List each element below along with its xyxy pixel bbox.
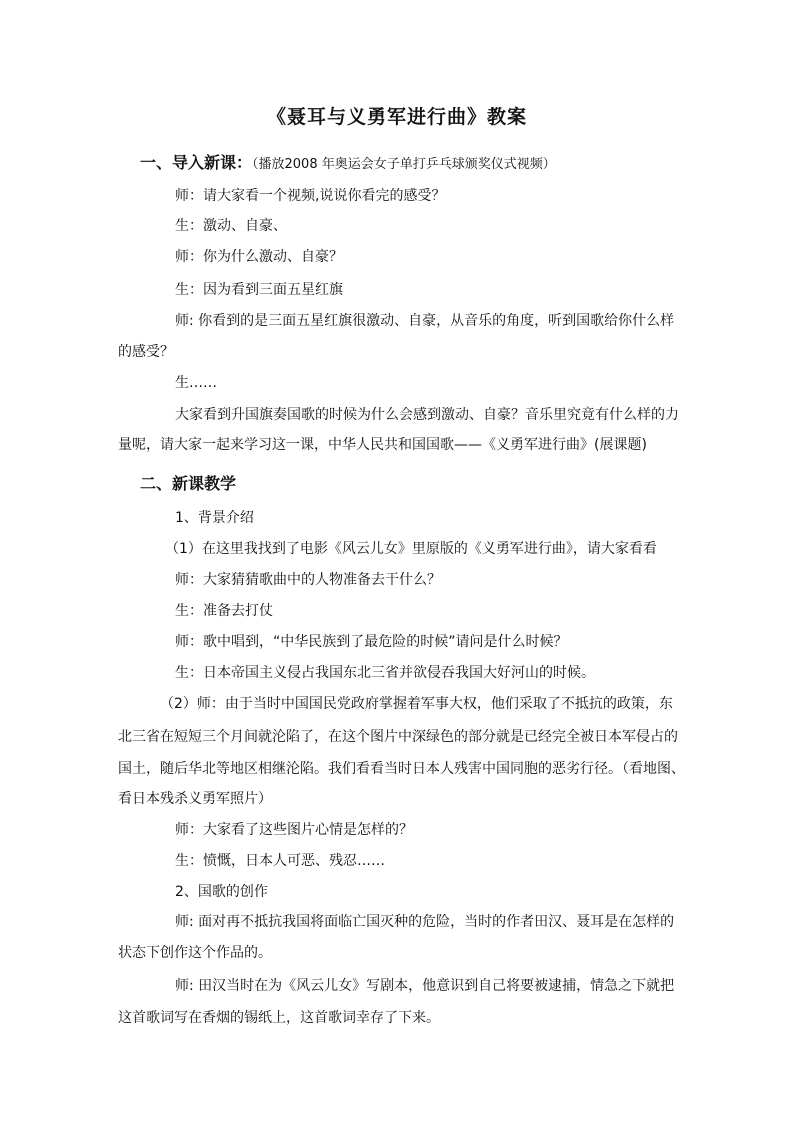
section-heading-note: （播放2008 年奥运会女子单打乒乓球颁奖仪式视频） bbox=[252, 157, 556, 172]
paragraph-line: 生：日本帝国主义侵占我国东北三省并欲侵吞我国大好河山的时候。 bbox=[175, 665, 595, 681]
paragraph-line: 师：请大家看一个视频,说说你看完的感受？ bbox=[175, 188, 446, 204]
paragraph-line: 师：你为什么激动、自豪？ bbox=[175, 249, 343, 265]
section-heading-intro bbox=[140, 150, 556, 173]
paragraph-line: 生…… bbox=[175, 375, 217, 391]
paragraph-line: 师：大家看了这些图片心情是怎样的？ bbox=[175, 822, 413, 838]
paragraph-line: 生：愤慨，日本人可恶、残忍…… bbox=[175, 853, 385, 869]
paragraph-line: 看日本残杀义勇军照片） bbox=[118, 791, 272, 807]
paragraph-line: 国土，随后华北等地区相继沦陷。我们看看当时日本人残害中国同胞的恶劣行径。（看地图、 bbox=[118, 761, 685, 777]
paragraph-line: 北三省在短短三个月间就沦陷了，在这个图片中深绿色的部分就是已经完全被日本军侵占的 bbox=[118, 729, 678, 745]
paragraph-line: 2、国歌的创作 bbox=[175, 884, 268, 900]
paragraph-line: 这首歌词写在香烟的锡纸上，这首歌词幸存了下来。 bbox=[118, 1010, 440, 1026]
paragraph-line: 生：因为看到三面五星红旗 bbox=[175, 282, 343, 298]
paragraph-line: 师：大家猜猜歌曲中的人物准备去干什么？ bbox=[175, 572, 441, 588]
paragraph-line: 师：歌中唱到，“中华民族到了最危险的时候”请问是什么时候？ bbox=[175, 634, 568, 650]
paragraph-line: 师: 面对再不抵抗我国将面临亡国灭种的危险，当时的作者田汉、聂耳是在怎样的 bbox=[175, 914, 675, 930]
section-heading-new-lesson: 二、新课教学 bbox=[140, 474, 237, 493]
paragraph-line: 状态下创作这个作品的。 bbox=[118, 945, 272, 961]
page-title: 《聂耳与义勇军进行曲》教案 bbox=[266, 106, 527, 128]
section-heading-label: 一、导入新课： bbox=[140, 153, 253, 172]
paragraph-line: 的感受？ bbox=[118, 344, 174, 360]
paragraph-line: 生：激动、自豪、 bbox=[175, 218, 287, 234]
paragraph-line: 1、背景介绍 bbox=[175, 510, 254, 526]
paragraph-line: （1）在这里我找到了电影《风云儿女》里原版的《义勇军进行曲》，请大家看看 bbox=[165, 541, 657, 557]
paragraph-line: 生：准备去打仗 bbox=[175, 603, 273, 619]
paragraph-line: 量呢，请大家一起来学习这一课，中华人民共和国国歌——《义勇军进行曲》(展课题) bbox=[118, 437, 647, 453]
paragraph-line: 大家看到升国旗奏国歌的时候为什么会感到激动、自豪？音乐里究竟有什么样的力 bbox=[175, 407, 679, 423]
paragraph-line: 师: 田汉当时在为《风云儿女》写剧本，他意识到自己将要被逮捕，情急之下就把 bbox=[175, 978, 675, 994]
paragraph-line: 师: 你看到的是三面五星红旗很激动、自豪，从音乐的角度，听到国歌给你什么样 bbox=[175, 313, 675, 329]
paragraph-line: （2）师：由于当时中国国民党政府掌握着军事大权，他们采取了不抵抗的政策，东 bbox=[160, 696, 673, 712]
